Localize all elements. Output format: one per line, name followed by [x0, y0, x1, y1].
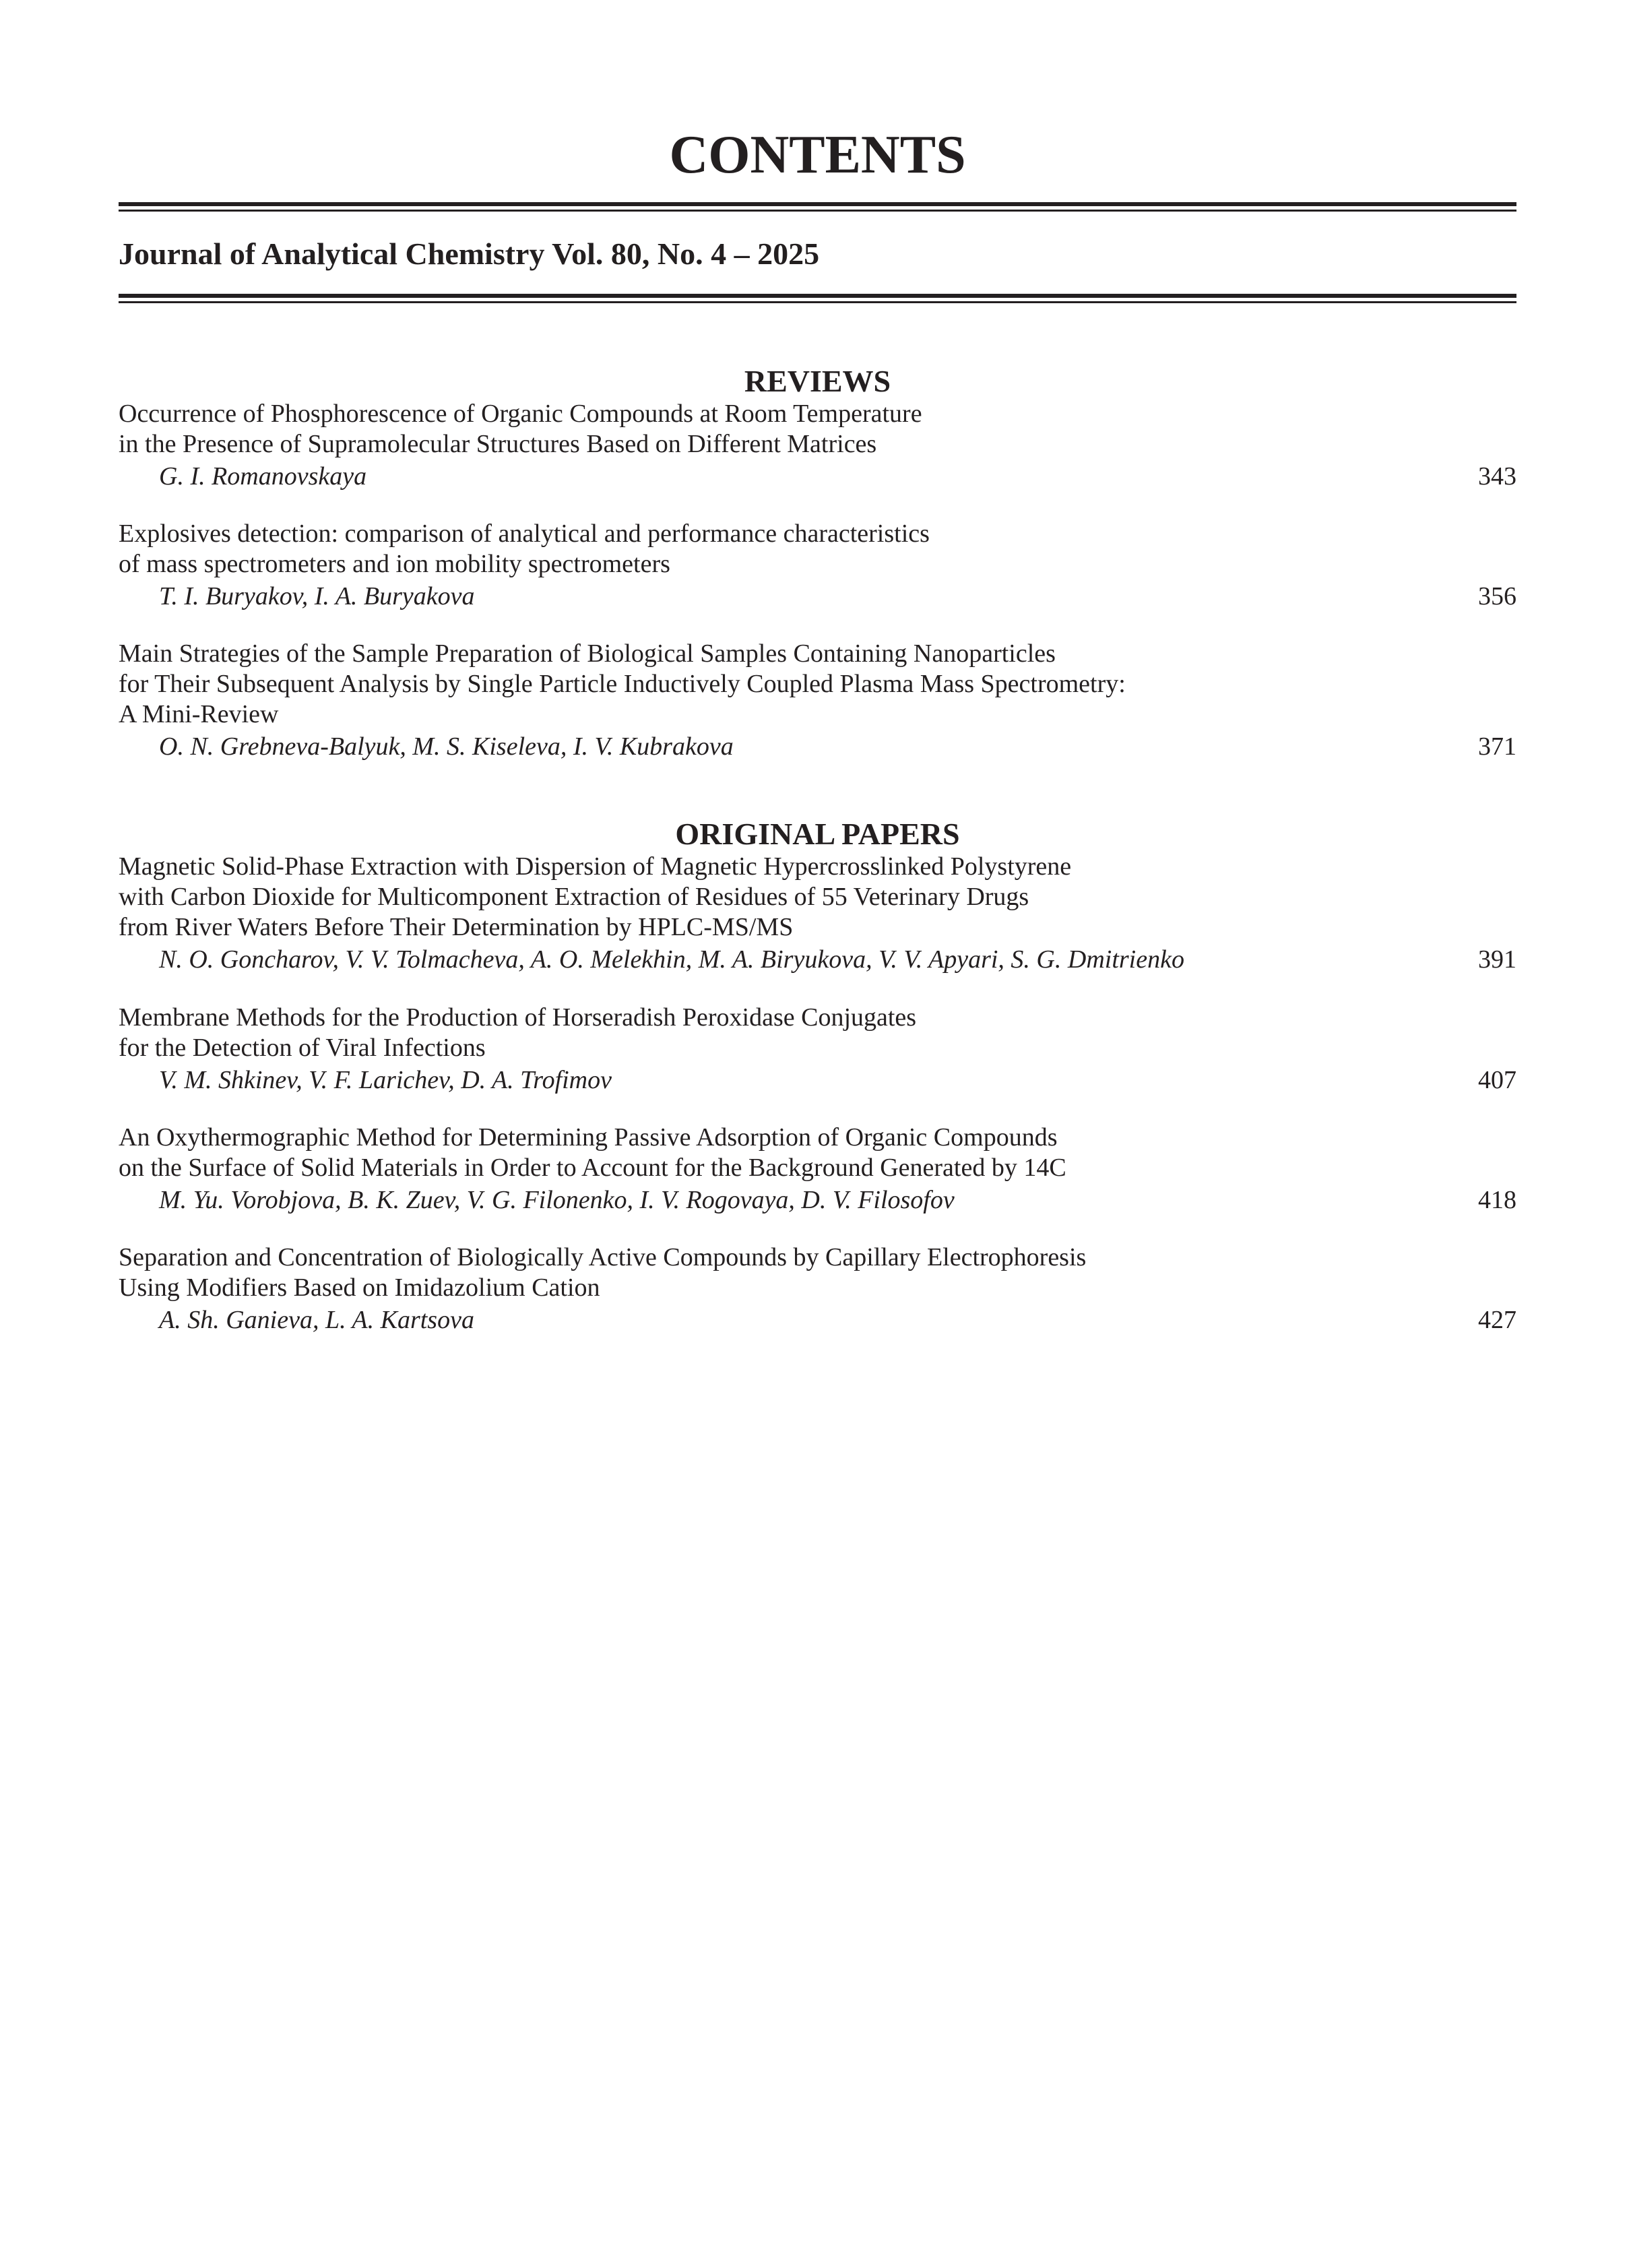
- entry-title-line: for the Detection of Viral Infections: [119, 1034, 486, 1062]
- entry-authors: T. I. Buryakov, I. A. Buryakova: [159, 582, 475, 610]
- entry-title-line: Separation and Concentration of Biologically Active Compounds by Capillary Electrophoresis: [119, 1243, 1087, 1271]
- journal-issue-line: Journal of Analytical Chemistry Vol. 80, No. 4 – 2025: [119, 237, 820, 271]
- toc-entry[interactable]: [119, 1123, 1516, 1217]
- entry-authors: M. Yu. Vorobjova, B. K. Zuev, V. G. Filonenko, I. V. Rogovaya, D. V. Filosofov: [159, 1186, 955, 1214]
- toc-entry[interactable]: [119, 1003, 1516, 1097]
- entry-authors: A. Sh. Ganieva, L. A. Kartsova: [159, 1306, 474, 1334]
- entry-title-line: Membrane Methods for the Production of Horseradish Peroxidase Conjugates: [119, 1003, 917, 1032]
- entry-title-line: An Oxythermographic Method for Determining Passive Adsorption of Organic Compounds: [119, 1123, 1058, 1152]
- entry-page-number: 391: [1478, 945, 1516, 974]
- entry-title-line: Explosives detection: comparison of analytical and performance characteristics: [119, 519, 930, 548]
- toc-entry[interactable]: [119, 852, 1516, 976]
- entry-title-line: in the Presence of Supramolecular Structures Based on Different Matrices: [119, 430, 877, 458]
- bottom-double-rule: [119, 294, 1516, 303]
- page-title: CONTENTS: [669, 125, 966, 185]
- entry-title-line: Magnetic Solid-Phase Extraction with Dispersion of Magnetic Hypercrosslinked Polystyrene: [119, 852, 1072, 881]
- entry-authors: V. M. Shkinev, V. F. Larichev, D. A. Trofimov: [159, 1066, 612, 1094]
- top-double-rule: [119, 202, 1516, 212]
- toc-entry[interactable]: [119, 1242, 1516, 1337]
- entry-page-number: 407: [1478, 1066, 1516, 1094]
- entry-page-number: 343: [1478, 462, 1516, 491]
- section-heading-original-papers: ORIGINAL PAPERS: [675, 817, 960, 851]
- entry-title-line: on the Surface of Solid Materials in Order to Account for the Background Generated by 14C: [119, 1154, 1066, 1182]
- toc-entry[interactable]: [119, 519, 1516, 613]
- entry-title-line: from River Waters Before Their Determination by HPLC-MS/MS: [119, 913, 794, 941]
- entry-authors: N. O. Goncharov, V. V. Tolmacheva, A. O. Melekhin, M. A. Biryukova, V. V. Apyari, S. G. Dmitrienko: [159, 945, 1184, 974]
- toc-entry[interactable]: [119, 639, 1516, 763]
- entry-page-number: 356: [1478, 582, 1516, 610]
- entry-page-number: 427: [1478, 1306, 1516, 1334]
- entry-title-line: Using Modifiers Based on Imidazolium Cation: [119, 1273, 600, 1302]
- toc-entry[interactable]: [119, 399, 1516, 493]
- entry-title-line: A Mini-Review: [119, 700, 279, 728]
- entry-page-number: 418: [1478, 1186, 1516, 1214]
- entry-title-line: Main Strategies of the Sample Preparation of Biological Samples Containing Nanoparticles: [119, 639, 1056, 668]
- entry-title-line: with Carbon Dioxide for Multicomponent Extraction of Residues of 55 Veterinary Drugs: [119, 883, 1029, 911]
- section-heading-reviews: REVIEWS: [744, 364, 891, 398]
- entry-authors: O. N. Grebneva-Balyuk, M. S. Kiseleva, I. V. Kubrakova: [159, 732, 734, 761]
- entry-title-line: Occurrence of Phosphorescence of Organic Compounds at Room Temperature: [119, 400, 922, 428]
- entry-authors: G. I. Romanovskaya: [159, 462, 367, 491]
- entry-page-number: 371: [1478, 732, 1516, 761]
- entry-title-line: for Their Subsequent Analysis by Single Particle Inductively Coupled Plasma Mass Spectrometry:: [119, 670, 1126, 698]
- entry-title-line: of mass spectrometers and ion mobility spectrometers: [119, 550, 670, 578]
